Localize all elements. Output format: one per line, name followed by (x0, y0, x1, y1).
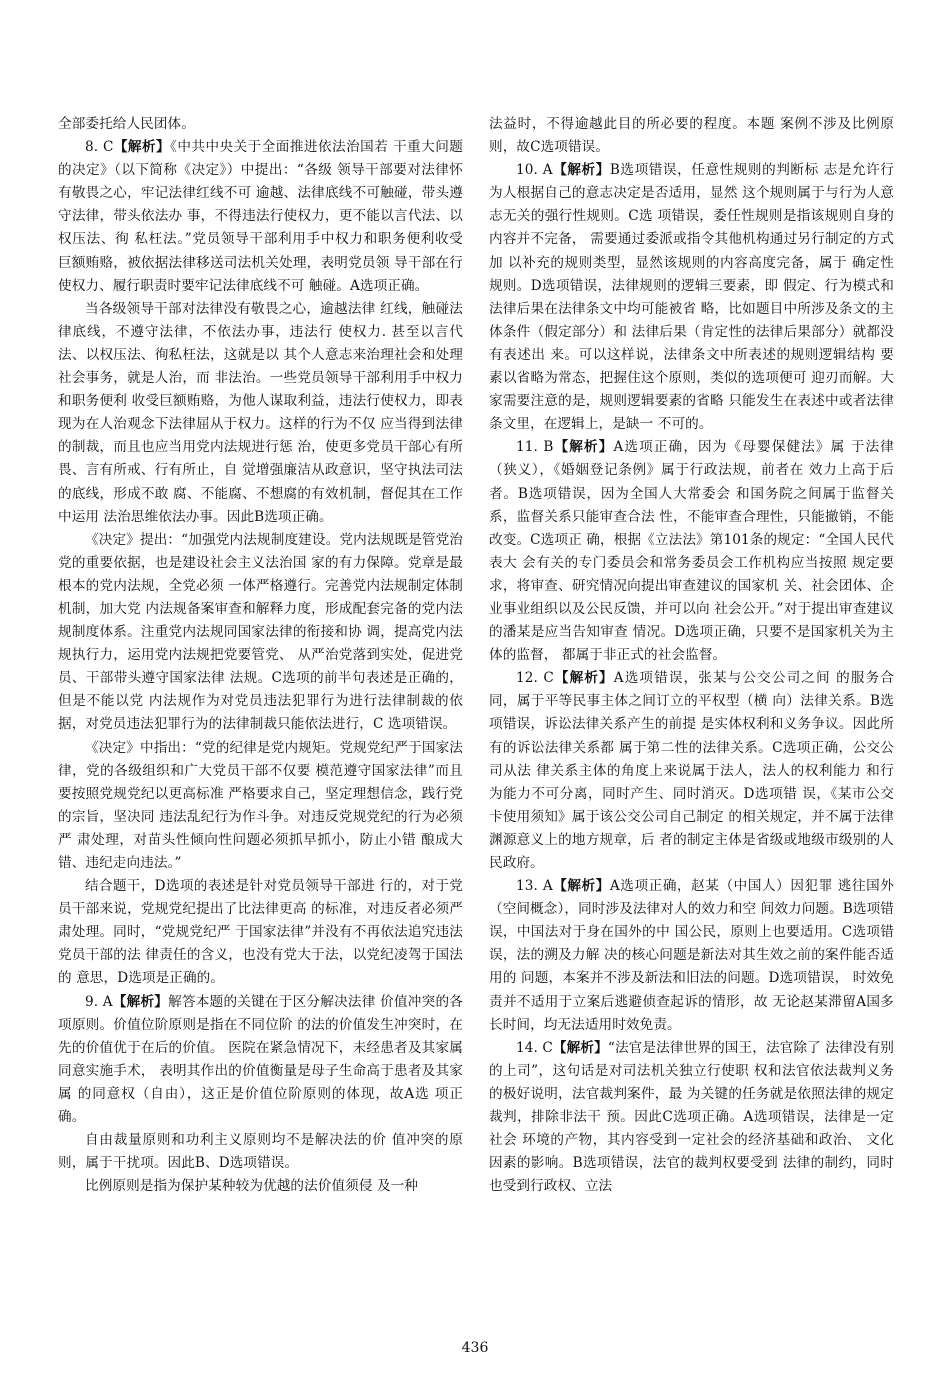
paragraph-text: A选项正确，因为《母婴保健法》属 于法律（狭义），《婚姻登记条例》属于行政法规，前者在 效力上高于后者。B选项错误，因为全国人大常委会 和国务院之间属于监督关系，监督关系只能审查合法 性，不能审查合理性，只能撤销，不能改变。C选项正 确，根据《立法法》第101条的规定：“全国人民代表大 会有关的专门委员会和常务委员会工作机构应当按照 规定要求，将审查、研究情况向提出审查建议的国家机 关、社会团体、企业事业组织以及公民反馈，并可以向 社会公开。”对于提出审查建议的潘某是应当告知审查 情况。D选项正确，只要不是国家机关为主体的监督， 都属于非正式的社会监督。 (489, 439, 894, 664)
paragraph (58, 991, 463, 1130)
question-number: 11. B (516, 439, 554, 456)
paragraph-text: 《决定》提出：“加强党内法规制度建设。党内法规既是管党治党的重要依据，也是建设社会主义法治国 家的有力保障。党章是最根本的党内法规，全党必须 一体严格遵行。完善党内法规制定体制机制，加大党 内法规备案审查和解释力度，形成配套完备的党内法 规制度体系。注重党内法规同国家法律的衔接和协 调，提高党内法规执行力，运用党内法规把党要管党、 从严治党落到实处，促进党员、干部带头遵守国家法律 法规。C选项的前半句表述是正确的，但是不能以党 内法规作为对党员违法犯罪行为进行法律制裁的依 据，对党员违法犯罪行为的法律制裁只能依法进行，C 选项错误。 (58, 531, 463, 733)
paragraph (489, 159, 894, 436)
paragraph-text: 自由裁量原则和功利主义原则均不是解决法的价 值冲突的原则，属于干扰项。因此B、D选项错误。 (58, 1132, 463, 1172)
question-number: 12. C (516, 670, 554, 687)
paragraph-text: 全部委托给人民团体。 (58, 116, 195, 132)
paragraph (489, 1037, 894, 1199)
paragraph (58, 1129, 463, 1175)
paragraph-text: A选项错误，张某与公交公司之间 的服务合同，属于平等民事主体之间订立的平权型（横 向）法律关系。B选项错误，诉讼法律关系产生的前提 是实体权利和义务争议。因此所有的诉讼法律关系都 属于第二性的法律关系。C选项正确，公交公司从法 律关系主体的角度上来说属于法人，法人的权利能力 和行为能力不可分离，同时产生、同时消灭。D选项错 误，《某市公交卡使用须知》属于该公交公司自己制定 的相关规定，并不属于法律渊源意义上的地方规章，后 者的制定主体是省级或地级市级别的人民政府。 (489, 670, 895, 871)
analysis-tag: 【解析】 (112, 993, 169, 1010)
paragraph-text: 当各级领导干部对法律没有敬畏之心，逾越法律 红线，触碰法律底线，不遵守法律，不依法办事，违法行 使权力. 甚至以言代法、以权压法、徇私枉法，这就是以 其个人意志来治理社会和处理社会事务，就是人治，而 非法治。一些党员领导干部利用手中权力和职务便利 收受巨额贿赂，为他人谋取利益，违法行使权力，即表 现为在人治观念下法律屈从于权力。这样的行为不仅 应当得到法律的制裁，而且也应当用党内法规进行惩 治，使更多党员干部心有所畏、言有所戒、行有所止，自 觉增强廉洁从政意识，坚守执法司法的底线，形成不敢 腐、不能腐、不想腐的有效机制，督促其在工作中运用 法治思维依法办事。因此B选项正确。 (58, 300, 463, 525)
paragraph-text: 结合题干，D选项的表述是针对党员领导干部进 行的，对于党员干部来说，党规党纪提出了比法律更高 的标准，对违反者必须严肃处理。同时，“党规党纪严 于国家法律”并没有不再依法追究违法党员干部的法 律责任的含义，也没有党大于法，以党纪凌驾于国法的 意思，D选项是正确的。 (58, 878, 463, 987)
paragraph-text: 比例原则是指为保护某种较为优越的法价值须侵 及一种 (85, 1178, 419, 1195)
question-number: 8. C (85, 139, 114, 156)
paragraph-text: A选项正确，赵某（中国人）因犯罪 逃往国外（空间概念），同时涉及法律对人的效力和空 间效力问题。B选项错误，中国法对于身在国外的中 国公民，原则上也要适用。C选项错误，法的溯及力解 决的核心问题是新法对其生效之前的案件能否适用的 问题，本案并不涉及新法和旧法的问题。D选项错误， 时效免责并不适用于立案后逃避侦查起诉的情形，故 无论赵某滞留A国多长时间，均无法适用时效免责。 (489, 878, 894, 1033)
analysis-tag: 【解析】 (552, 878, 610, 895)
right-column (489, 113, 894, 1198)
question-number: 10. A (516, 162, 553, 179)
analysis-tag: 【解析】 (552, 1039, 608, 1056)
paragraph (489, 436, 894, 667)
question-number: 9. A (85, 993, 113, 1010)
paragraph-text: “法官是法律世界的国王，法官除了 法律没有别的上司”，这句话是对司法机关独立行使职 权和法官依法裁判义务的极好说明，法官裁判案件，最 为关键的任务就是依照法律的规定裁判，排除非法干 预。因此C选项正确。A选项错误，法律是一定社会 环境的产物，其内容受到一定社会的经济基础和政治、 文化因素的影响。B选项错误，法官的裁判权要受到 法律的制约，同时也受到行政权、立法 (489, 1039, 894, 1195)
analysis-tag: 【解析】 (553, 670, 614, 687)
page-number: 436 (461, 1340, 489, 1356)
analysis-tag: 【解析】 (553, 439, 614, 456)
paragraph (489, 875, 894, 1037)
paragraph (489, 667, 894, 875)
paragraph (489, 113, 894, 159)
paragraph (58, 136, 463, 298)
paragraph (58, 737, 463, 876)
paragraph (58, 113, 463, 136)
paragraph (58, 1175, 463, 1198)
paragraph-text: 《中共中央关于全面推进依法治国若 干重大问题的决定》（以下简称《决定》）中提出：“各级 领导干部要对法律怀有敬畏之心，牢记法律红线不可 逾越、法律底线不可触碰，带头遵守法律，带头依法办 事，不得违法行使权力，更不能以言代法、以权压法、徇 私枉法。”党员领导干部利用手中权力和职务便利收受 巨额贿赂，被依据法律移送司法机关处理，表明党员领 导干部在行使权力、履行职责时要牢记法律底线不可 触碰。A选项正确。 (58, 139, 463, 294)
paragraph (58, 529, 463, 737)
paragraph (58, 875, 463, 990)
paragraph-text: B选项错误，任意性规则的判断标 志是允许行为人根据自己的意志决定是否适用，显然 这个规则属于与行为人意志无关的强行性规则。C选 项错误，委任性规则是指该规则自身的内容并不完备， 需要通过委派或指令其他机构通过另行制定的方式加 以补充的规则类型，显然该规则的内容高度完备，属于 确定性规则。D选项错误，法律规则的逻辑三要素，即 假定、行为模式和法律后果在法律条文中均可能被省 略，比如题目中所涉及条文的主体条件（假定部分）和 法律后果（肯定性的法律后果部分）就都没有表述出 来。可以这样说，法律条文中所表述的规则逻辑结构 要素以省略为常态，把握住这个原则，类似的选项便可 迎刃而解。大家需要注意的是，规则逻辑要素的省略 只能发生在表述中或者法律条文里，在逻辑上，是缺一 不可的。 (489, 162, 894, 433)
paragraph-text: 《决定》中指出：“党的纪律是党内规矩。党规党纪严于国家法律，党的各级组织和广大党员干部不仅要 模范遵守国家法律”而且要按照党规党纪以更高标准 严格要求自己，坚定理想信念，践行党的宗旨，坚决同 违法乱纪行为作斗争。对违反党规党纪的行为必须严 肃处理，对苗头性倾向性问题必须抓早抓小，防止小错 酿成大错、违纪走向违法。” (58, 739, 463, 871)
question-number: 14. C (516, 1039, 553, 1056)
question-number: 13. A (516, 878, 553, 895)
left-column (58, 113, 463, 1198)
analysis-tag: 【解析】 (113, 139, 171, 156)
paragraph-text: 解答本题的关键在于区分解决法律 价值冲突的各项原则。价值位阶原则是指在不同位阶 的法的价值发生冲突时，在先的价值优于在后的价值。 医院在紧急情况下，未经患者及其家属同意实施手术， 表明其作出的价值衡量是母子生命高于患者及其家属 的同意权（自由），这正是价值位阶原则的体现，故A选 项正确。 (58, 993, 463, 1126)
paragraph (58, 298, 463, 529)
analysis-tag: 【解析】 (552, 162, 610, 179)
paragraph-text: 法益时，不得逾越此目的所必要的程度。本题 案例不涉及比例原则，故C选项错误。 (489, 116, 894, 156)
